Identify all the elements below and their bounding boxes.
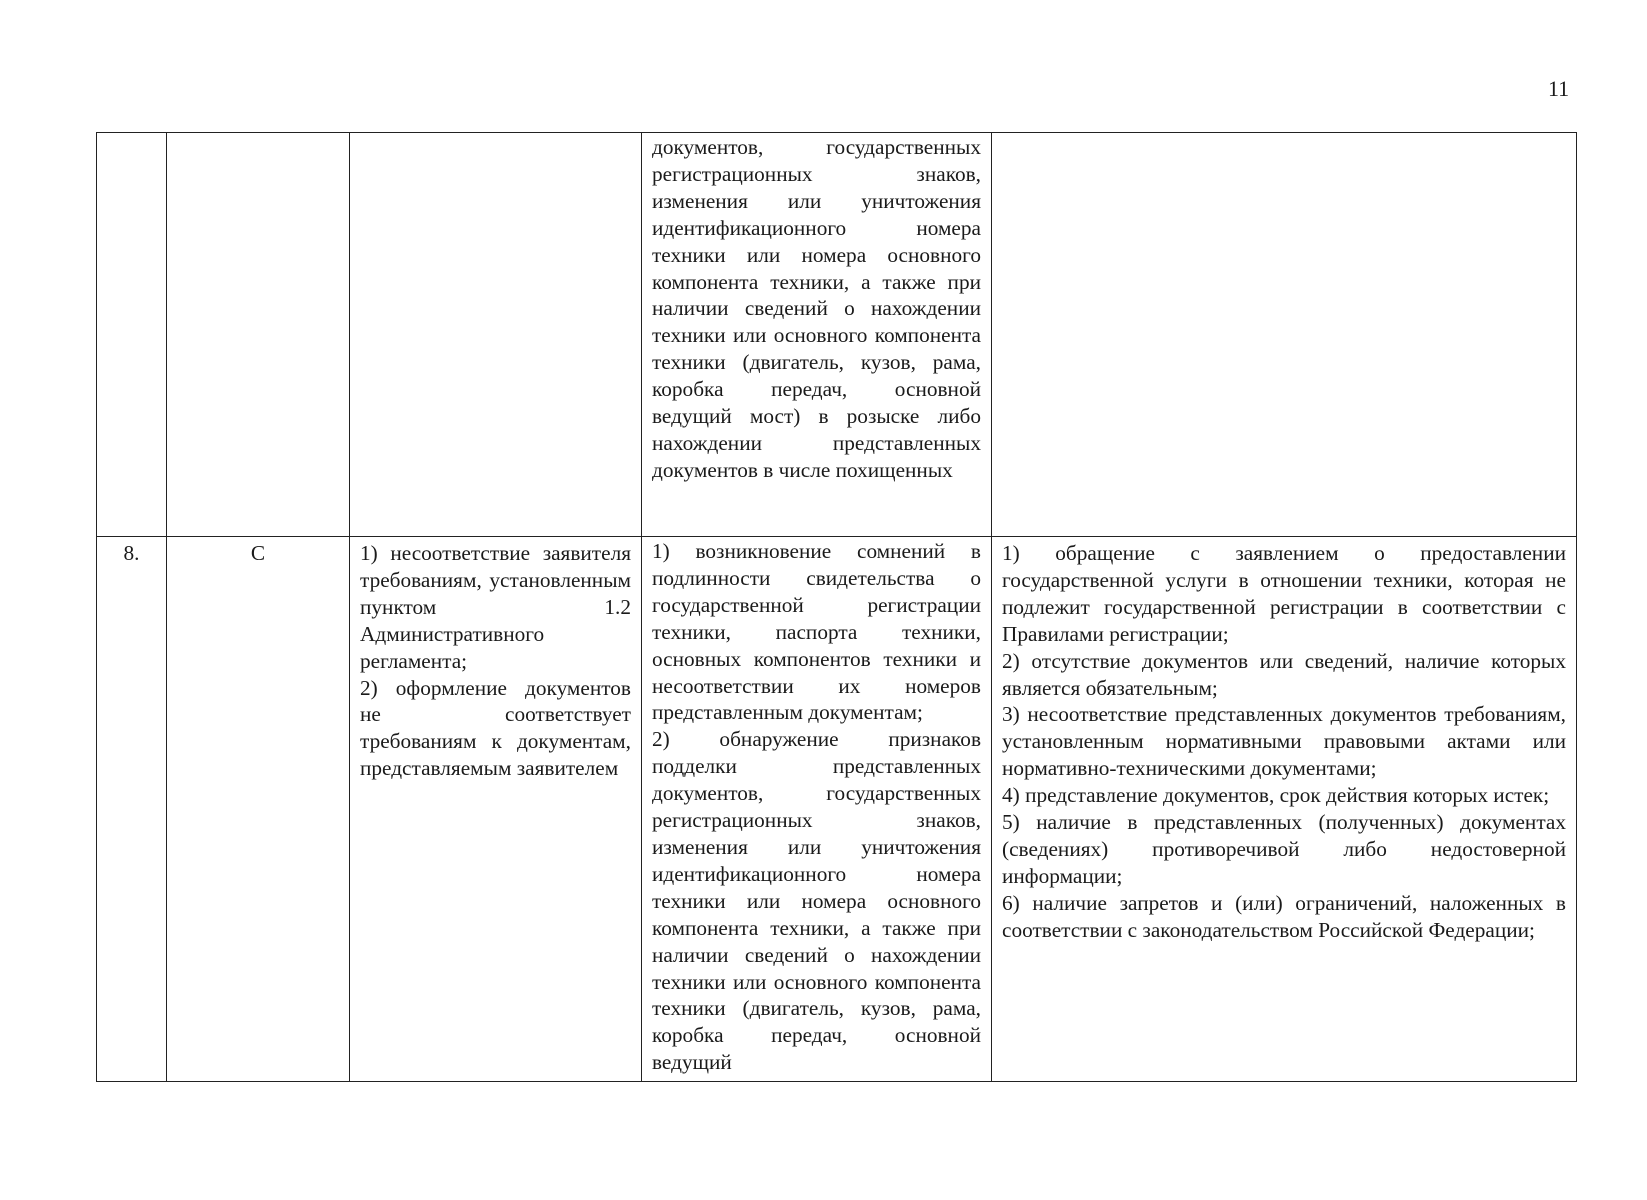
denial-grounds-cell — [992, 537, 1577, 1082]
denial-grounds-cell — [992, 133, 1577, 537]
category-cell — [167, 537, 350, 1082]
suspension-grounds-cell — [642, 133, 992, 537]
suspension-grounds-text: 1) возникновение сомнений в подлинности свидетельства о государственной регистрации техники, паспорта техники, основных компонентов техники и несоответствии их номеров представленным документам; 2) обнаружение признаков подделки представленных документов, государственных регистрационных знаков, изменения или уничтожения идентификационного номера техники или номера основного компонента техники, а также при наличии сведений о нахождении техники или основного компонента техники (двигатель, кузов, рама, коробка передач, основной ведущий — [652, 539, 981, 1075]
category-code — [167, 133, 349, 136]
row-number-cell — [97, 537, 167, 1082]
refusal-grounds-cell — [350, 133, 642, 537]
category-code: С — [250, 541, 266, 565]
refusal-grounds-cell — [350, 537, 642, 1082]
row-number-cell — [97, 133, 167, 537]
suspension-grounds-text: документов, государственных регистрационных знаков, изменения или уничтожения идентификационного номера техники или номера основного компонента техники, а также при наличии сведений о нахождении техники или основного компонента техники (двигатель, кузов, рама, коробка передач, основной ведущий мост) в розыске либо нахождении представленных документов в числе похищенных — [652, 135, 981, 482]
row-number: 8. — [123, 541, 140, 565]
denial-grounds-text: 1) обращение с заявлением о предоставлении государственной услуги в отношении техники, которая не подлежит государственной регистрации в соответствии с Правилами регистрации; 2) отсутствие документов или сведений, наличие которых является обязательным; 3) несоответствие представленных документов требованиям, установленным нормативными правовыми актами или нормативно-техническими документами; 4) представление документов, срок действия которых истек; 5) наличие в представленных (полученных) документах (сведениях) противоречивой либо недостоверной информации; 6) наличие запретов и (или) ограничений, наложенных в соответствии с законодательством Российской Федерации; — [1002, 541, 1566, 942]
refusal-grounds-text — [360, 133, 631, 136]
table-row — [97, 133, 1577, 537]
refusal-grounds-text: 1) несоответствие заявителя требованиям, установленным пунктом 1.2 Административного регламента; 2) оформление документов не соответствует требованиям к документам, представляемым заявителем — [360, 541, 631, 781]
page-number: 11 — [1548, 76, 1570, 101]
denial-grounds-text — [1002, 133, 1566, 136]
category-cell — [167, 133, 350, 537]
table-row — [97, 537, 1577, 1082]
document-table — [96, 132, 1577, 1082]
row-number — [97, 133, 166, 136]
suspension-grounds-cell — [642, 537, 992, 1082]
